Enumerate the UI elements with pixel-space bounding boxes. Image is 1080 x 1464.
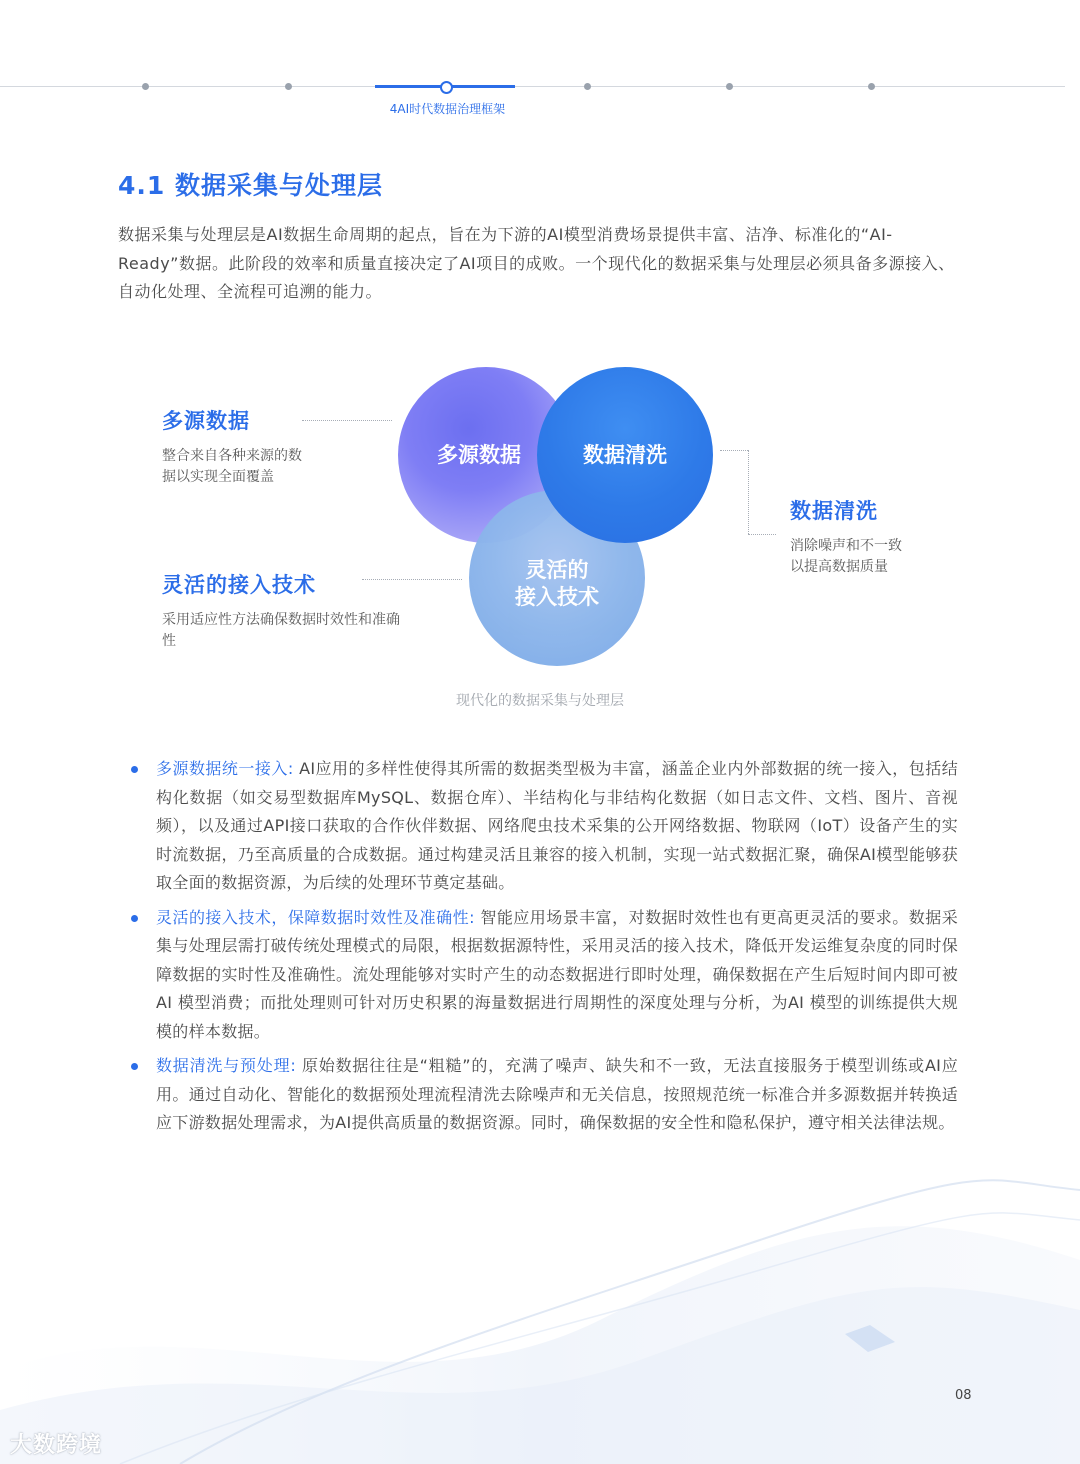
header-rule (0, 86, 1065, 87)
bullet-body: 原始数据往往是“粗糙”的，充满了噪声、缺失和不一致，无法直接服务于模型训练或AI应用。通过自动化、智能化的数据预处理流程清洗去除噪声和无关信息，按照规范统一标准合并多源数据并转换适应下游数据处理需求，为AI提供高质量的数据资源。同时，确保数据的安全性和隐私保护，遵守相关法律法规。 (156, 1056, 959, 1132)
nav-dot (584, 83, 591, 90)
bullet-heading: 数据清洗与预处理 (156, 1056, 291, 1075)
nav-dot (285, 83, 292, 90)
connector-line (748, 450, 749, 534)
circle-label: 多源数据 (437, 442, 521, 467)
background-decoration (0, 1120, 1080, 1464)
nav-dot-active (440, 81, 453, 94)
nav-dot (868, 83, 875, 90)
bullet-body: 智能应用场景丰富，对数据时效性也有更高更灵活的要求。数据采集与处理层需打破传统处理模式的局限，根据数据源特性，采用灵活的接入技术，降低开发运维复杂度的同时保障数据的实时性及准确性。流处理能够对实时产生的动态数据进行即时处理，确保数据在产生后短时间内即可被 AI 模型消费；而批处理则可针对历史积累的海量数据进行周期性的深度处理与分析，为AI 模型的训练提供大规模的样本数据。 (156, 907, 959, 1041)
venn-diagram (0, 330, 1080, 730)
bullet-heading: 灵活的接入技术，保障数据时效性及准确性 (156, 907, 470, 927)
connector-line (362, 579, 462, 580)
bullet-heading: 多源数据统一接入 (156, 759, 288, 778)
bullet-dot-icon (131, 766, 138, 773)
label-flexible-title: 灵活的接入技术 (162, 573, 316, 597)
bullet-separator: : (469, 907, 481, 927)
watermark: 大数跨境 (10, 1433, 103, 1458)
section-title: 4.1 数据采集与处理层 (118, 171, 383, 200)
bullet-separator: : (290, 1056, 302, 1075)
bullet-body: AI应用的多样性使得其所需的数据类型极为丰富，涵盖企业内外部数据的统一接入，包括结构化数据（如交易型数据库MySQL、数据仓库）、半结构化与非结构化数据（如日志文件、文档、图片、音视频），以及通过API接口获取的合作伙伴数据、网络爬虫技术采集的公开网络数据、物联网（IoT）设备产生的实时流数据，乃至高质量的合成数据。通过构建灵活且兼容的接入机制，实现一站式数据汇聚，确保AI模型能够获取全面的数据资源，为后续的处理环节奠定基础。 (156, 759, 959, 892)
bullet-list (118, 755, 958, 1144)
list-item (118, 755, 958, 898)
circle-label: 接入技术 (515, 585, 599, 609)
list-item (118, 904, 958, 1047)
label-cleaning-title: 数据清洗 (790, 499, 878, 523)
header-title: 4AI时代数据治理框架 (389, 102, 506, 116)
wave-decoration-icon (0, 1120, 1080, 1464)
circle-label: 数据清洗 (583, 442, 667, 467)
page-number: 08 (955, 1388, 972, 1403)
label-cleaning-desc: 消除噪声和不一致以提高数据质量 (790, 538, 902, 575)
section-intro: 数据采集与处理层是AI数据生命周期的起点，旨在为下游的AI模型消费场景提供丰富、洁净、标准化的“AI-Ready”数据。此阶段的效率和质量直接决定了AI项目的成败。一个现代化的数据采集与处理层必须具备多源接入、自动化处理、全流程可追溯的能力。 (118, 225, 955, 301)
circle-label: 灵活的 (525, 558, 589, 582)
connector-line (720, 450, 748, 451)
bullet-dot-icon (131, 915, 138, 922)
nav-dot (726, 83, 733, 90)
diagram-caption: 现代化的数据采集与处理层 (456, 693, 624, 709)
nav-dot (142, 83, 149, 90)
bullet-separator: : (287, 759, 300, 778)
label-flexible-desc: 采用适应性方法确保数据时效性和准确性 (162, 612, 400, 649)
connector-line (302, 420, 392, 421)
connector-line (748, 534, 776, 535)
circle-data-cleaning (537, 367, 713, 543)
label-multi-source-desc: 整合来自各种来源的数据以实现全面覆盖 (162, 448, 302, 485)
label-multi-source-title: 多源数据 (162, 409, 250, 433)
bullet-dot-icon (131, 1063, 138, 1070)
